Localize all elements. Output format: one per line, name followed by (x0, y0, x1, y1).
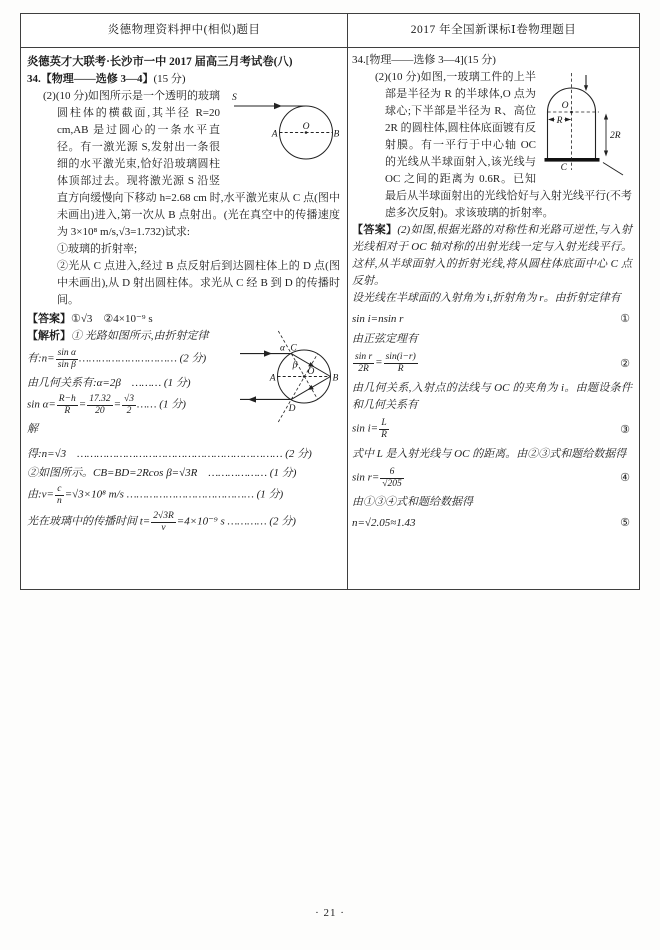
equation-n-result: 解得:n=√3 ……………………………………………………… (2 分) (27, 422, 312, 460)
left-column-similar-problem (21, 48, 348, 589)
fraction-numerator: sin r (353, 352, 374, 364)
analysis-label: 【解析】 (27, 330, 71, 342)
fraction-numerator: c (55, 484, 64, 496)
center-dot (570, 111, 573, 114)
fraction (380, 467, 403, 491)
analysis-block (27, 328, 340, 538)
sub-question-2: ②光从 C 点进入,经过 B 点反射后到达圆柱体上的 D 点(图中未画出),从 D 射出圆柱体。求光从 C 经 B 到 D 的传播时间。 (57, 260, 340, 306)
question-number-line: 34.[物理——选修 3—4](15 分) (352, 54, 496, 66)
dimension-arrowhead-icon (565, 117, 571, 121)
question-number: 34. (27, 73, 41, 85)
fraction-denominator: R (381, 430, 387, 441)
eq-pre: sin r= (352, 471, 380, 484)
label-angle-alpha: α (280, 343, 285, 354)
fraction-numerator: 2√3R (151, 511, 176, 523)
label-point-c: C (290, 343, 297, 354)
fraction (384, 352, 418, 376)
fraction-denominator: n (56, 496, 62, 507)
answer-label: 【答案】 (27, 313, 71, 325)
eq-body (352, 467, 405, 491)
figure-glass-cylinder-cross-section (224, 89, 340, 185)
eq-post: ………………………… (2 分) (79, 352, 207, 365)
equation-1 (352, 311, 632, 327)
label-point-d: D (288, 404, 296, 414)
fraction-denominator: 2R (358, 364, 369, 375)
eq-pre: sin α= (27, 398, 56, 411)
fraction-numerator: 6 (380, 467, 403, 479)
equation-number: ① (620, 313, 630, 325)
equation-number: ⑤ (620, 517, 630, 530)
answer-line (27, 311, 340, 328)
table-body-row (21, 48, 639, 589)
fraction (55, 484, 64, 508)
problem-text: (2)(10 分)如图,一玻璃工件的上半部是半径为 R 的半球体,O 点为球心;下半部是半径为 R、高位 2R 的圆柱体,圆柱体底面镀有反射膜。有一平行于中心轴 OC 的光线从半球面射入,该光线与 OC 之间的距离为 0.6R。已知最后从半球面射出的光线恰好与入射光线平行(不考虑多次反射)。求该玻璃的折射率。 (375, 71, 632, 219)
problem-paragraph (27, 88, 340, 241)
fraction (353, 352, 374, 376)
center-dot (303, 375, 305, 377)
eq-post: =√3×10⁸ m/s ………………………………… (1 分) (64, 488, 284, 501)
label-point-c: C (560, 163, 567, 173)
reflective-film (545, 158, 600, 162)
eq-pre: 光在玻璃中的传播时间 t= (27, 515, 151, 528)
eq-body (352, 352, 419, 376)
header-left-title: 炎德物理资料押中(相似)题目 (107, 24, 261, 36)
equation-travel-time (27, 511, 340, 535)
ray-arrowhead-icon (308, 385, 314, 390)
fraction (379, 418, 389, 442)
label-center-o: O (302, 122, 310, 132)
dimension-arrowhead-icon (604, 114, 608, 120)
fraction-denominator: R (64, 406, 71, 417)
fraction-numerator: 17.32 (87, 394, 112, 406)
page-number: · 21 · (315, 907, 345, 919)
equation-number: ④ (620, 472, 630, 485)
question-number-line (27, 71, 340, 88)
fraction-numerator: sin(i−r) (384, 352, 418, 364)
equation-5 (352, 515, 632, 531)
header-right-title: 2017 年全国新课标Ⅰ卷物理题目 (410, 24, 577, 36)
label-center-o: O (561, 101, 569, 111)
figure-light-path-solution (240, 330, 340, 444)
header-right-cell (348, 14, 639, 47)
ray-arrowhead-icon (584, 85, 588, 91)
equation-number: ③ (620, 423, 630, 436)
eq-equals: = (375, 356, 383, 369)
eq-post: =4×10⁻⁹ s ………… (2 分) (176, 515, 296, 528)
ray-arrowhead-icon (248, 396, 256, 402)
fraction (151, 511, 176, 535)
equation-4 (352, 467, 632, 491)
header-left-cell (21, 14, 348, 47)
analysis-intro: ① 光路如图所示,由折射定律 (71, 330, 209, 342)
equation-3 (352, 418, 632, 442)
solution-text-1: 由正弦定理有 (352, 333, 418, 345)
leader-line (603, 163, 623, 176)
fraction-denominator: R (397, 364, 404, 375)
right-column-official-problem (348, 48, 639, 589)
fraction-denominator: 20 (95, 406, 105, 417)
ray-arrowhead-icon (274, 103, 282, 109)
comparison-table (20, 13, 640, 590)
eq-post: …… (1 分) (136, 398, 186, 411)
label-point-a: A (271, 129, 278, 140)
eq-equals: = (78, 398, 87, 411)
fraction-denominator: √205 (382, 478, 402, 489)
label-point-b: B (332, 373, 339, 384)
table-header-row (21, 14, 639, 48)
label-light-source-s: S (232, 93, 237, 103)
answer-label: 【答案】 (352, 224, 398, 236)
answer-text: ①√3 ②4×10⁻⁹ s (71, 313, 153, 325)
eq-pre: sin i= (352, 422, 379, 435)
answer-paragraph-1 (352, 222, 632, 290)
equation-speed (27, 484, 340, 508)
eq-body: n=√2.05≈1.43 (352, 517, 416, 530)
problem-text: (2)(10 分)如图所示是一个透明的玻璃圆柱体的横截面,其半径 R=20 cm,AB 是过圆心的一条水平直径。有一激光源 S,发射出一条很细的水平激光束,恰好沿玻璃圆柱体顶部过去。现将激光源 S 沿竖直方向缓慢向下移动 h=2.68 cm 时,水平激光束从 C 点(图中未画出)进入,第一次从 B 点射出。(光在真空中的传播速度为 3×10⁸ m/s,√3=1.732)试求: (43, 90, 340, 238)
solution-text-2: 由几何关系,入射点的法线与 OC 的夹角为 i。由题设条件和几何关系有 (352, 381, 632, 411)
label-angle-beta: β (292, 360, 298, 371)
question-module: 【物理——选修 3—4】 (40, 73, 154, 85)
fraction-numerator: √3 (122, 394, 136, 406)
answer-paragraph-2: 设光线在半球面的入射角为 i,折射角为 r。由折射定律有 (352, 292, 621, 304)
question-score: (15 分) (153, 73, 186, 85)
eq-equals: = (113, 398, 122, 411)
equation-chord-length: ②如图所示。CB=BD=2Rcos β=√3R ……………… (1 分) (27, 467, 297, 479)
label-point-a: A (269, 373, 276, 384)
fraction-denominator: v (161, 523, 166, 534)
eq-body (352, 418, 390, 442)
fraction-numerator: L (379, 418, 389, 430)
exam-source-title: 炎德英才大联考·长沙市一中 2017 届高三月考试卷(八) (27, 56, 293, 68)
eq-pre: 有:n= (27, 352, 55, 365)
solution-text-3: 式中 L 是入射光线与 OC 的距离。由②③式和题给数据得 (352, 447, 627, 460)
solution-text-4: 由①③④式和题给数据得 (352, 496, 473, 509)
eq-body: sin i=nsin r (352, 313, 404, 325)
dimension-arrowhead-icon (604, 151, 608, 157)
label-height-2r: 2R (610, 131, 621, 141)
dimension-arrowhead-icon (548, 117, 554, 121)
fraction (122, 394, 136, 418)
eq-pre: 由:v= (27, 488, 54, 501)
label-point-b: B (333, 129, 340, 140)
equation-number: ② (620, 357, 630, 370)
fraction-denominator: 2 (126, 406, 132, 417)
fraction-denominator: sin β (57, 360, 76, 371)
answer-text-1: (2)如图,根据光路的对称性和光路可逆性,与入射光线相对于 OC 轴对称的出射光线一定与入射光线平行。这样,从半球面射入的折射光线,将从圆柱体底面中心 C 点反射。 (352, 224, 632, 287)
fraction (56, 348, 78, 372)
fraction (87, 394, 112, 418)
sub-question-1: ①玻璃的折射率; (57, 243, 138, 255)
equation-2 (352, 352, 632, 376)
fraction-numerator: R−h (57, 394, 78, 406)
label-center-o: O (307, 367, 315, 377)
fraction-numerator: sin α (56, 348, 78, 360)
figure-glass-workpiece (540, 70, 632, 176)
problem-paragraph (352, 69, 632, 222)
ray-arrowhead-icon (264, 350, 272, 356)
equation-geometry: 由几何关系有:α=2β ……… (1 分) (27, 376, 191, 389)
label-radius-r: R (556, 115, 563, 126)
fraction (57, 394, 78, 418)
